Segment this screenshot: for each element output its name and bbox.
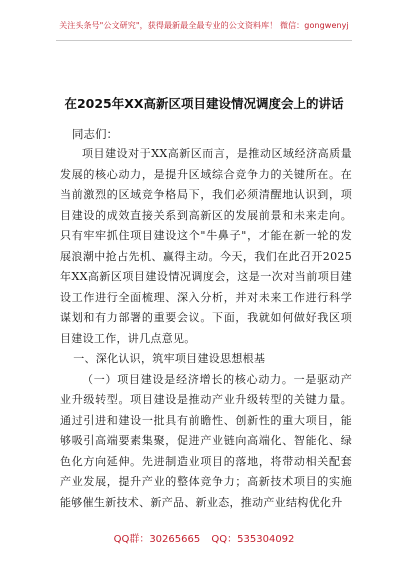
document-body xyxy=(60,144,352,513)
header-divider xyxy=(56,40,352,41)
body-paragraph: （一）项目建设是经济增长的核心动力。一是驱动产业升级转型。项目建设是推动产业升级转型的关键力量。通过引进和建设一批具有前瞻性、创新性的重大项目，能够吸引高端要素集聚，促进产业链向高端化、智能化、绿色化方向延伸。先进制造业项目的落地，将带动相关配套产业发展，提升产业的整体竞争力；高新技术项目的实施能够催生新技术、新产品、新业态，推动产业结构优化升 xyxy=(60,372,352,509)
header-banner: 关注头条号"公文研究"，获得最新最全最专业的公文资料库！ 微信：gongwenyj xyxy=(59,21,349,30)
section-heading: 一、深化认识，筑牢项目建设思想根基 xyxy=(73,352,266,365)
salutation: 同志们： xyxy=(72,127,118,141)
body-paragraph: 项目建设对于XX高新区而言，是推动区域经济高质量发展的核心动力，是提升区域综合竞争力的关键所在。在当前激烈的区域竞争格局下，我们必须清醒地认识到，项目建设的成效直接关系到高新区的发展前景和未来走向。只有牢牢抓住项目建设这个"牛鼻子"，才能在新一轮的发展浪潮中抢占先机、赢得主动。今天，我们在此召开2025年XX高新区项目建设情况调度会，这是一次对当前项目建设工作进行全面梳理、深入分析，并对未来工作进行科学谋划和有力部署的重要会议。下面，我就如何做好我区项目建设工作，讲几点意见。 xyxy=(60,147,352,345)
document-title: 在2025年XX高新区项目建设情况调度会上的讲话 xyxy=(64,96,344,111)
footer-contacts: QQ群：30265665 QQ：535304092 xyxy=(113,534,295,545)
